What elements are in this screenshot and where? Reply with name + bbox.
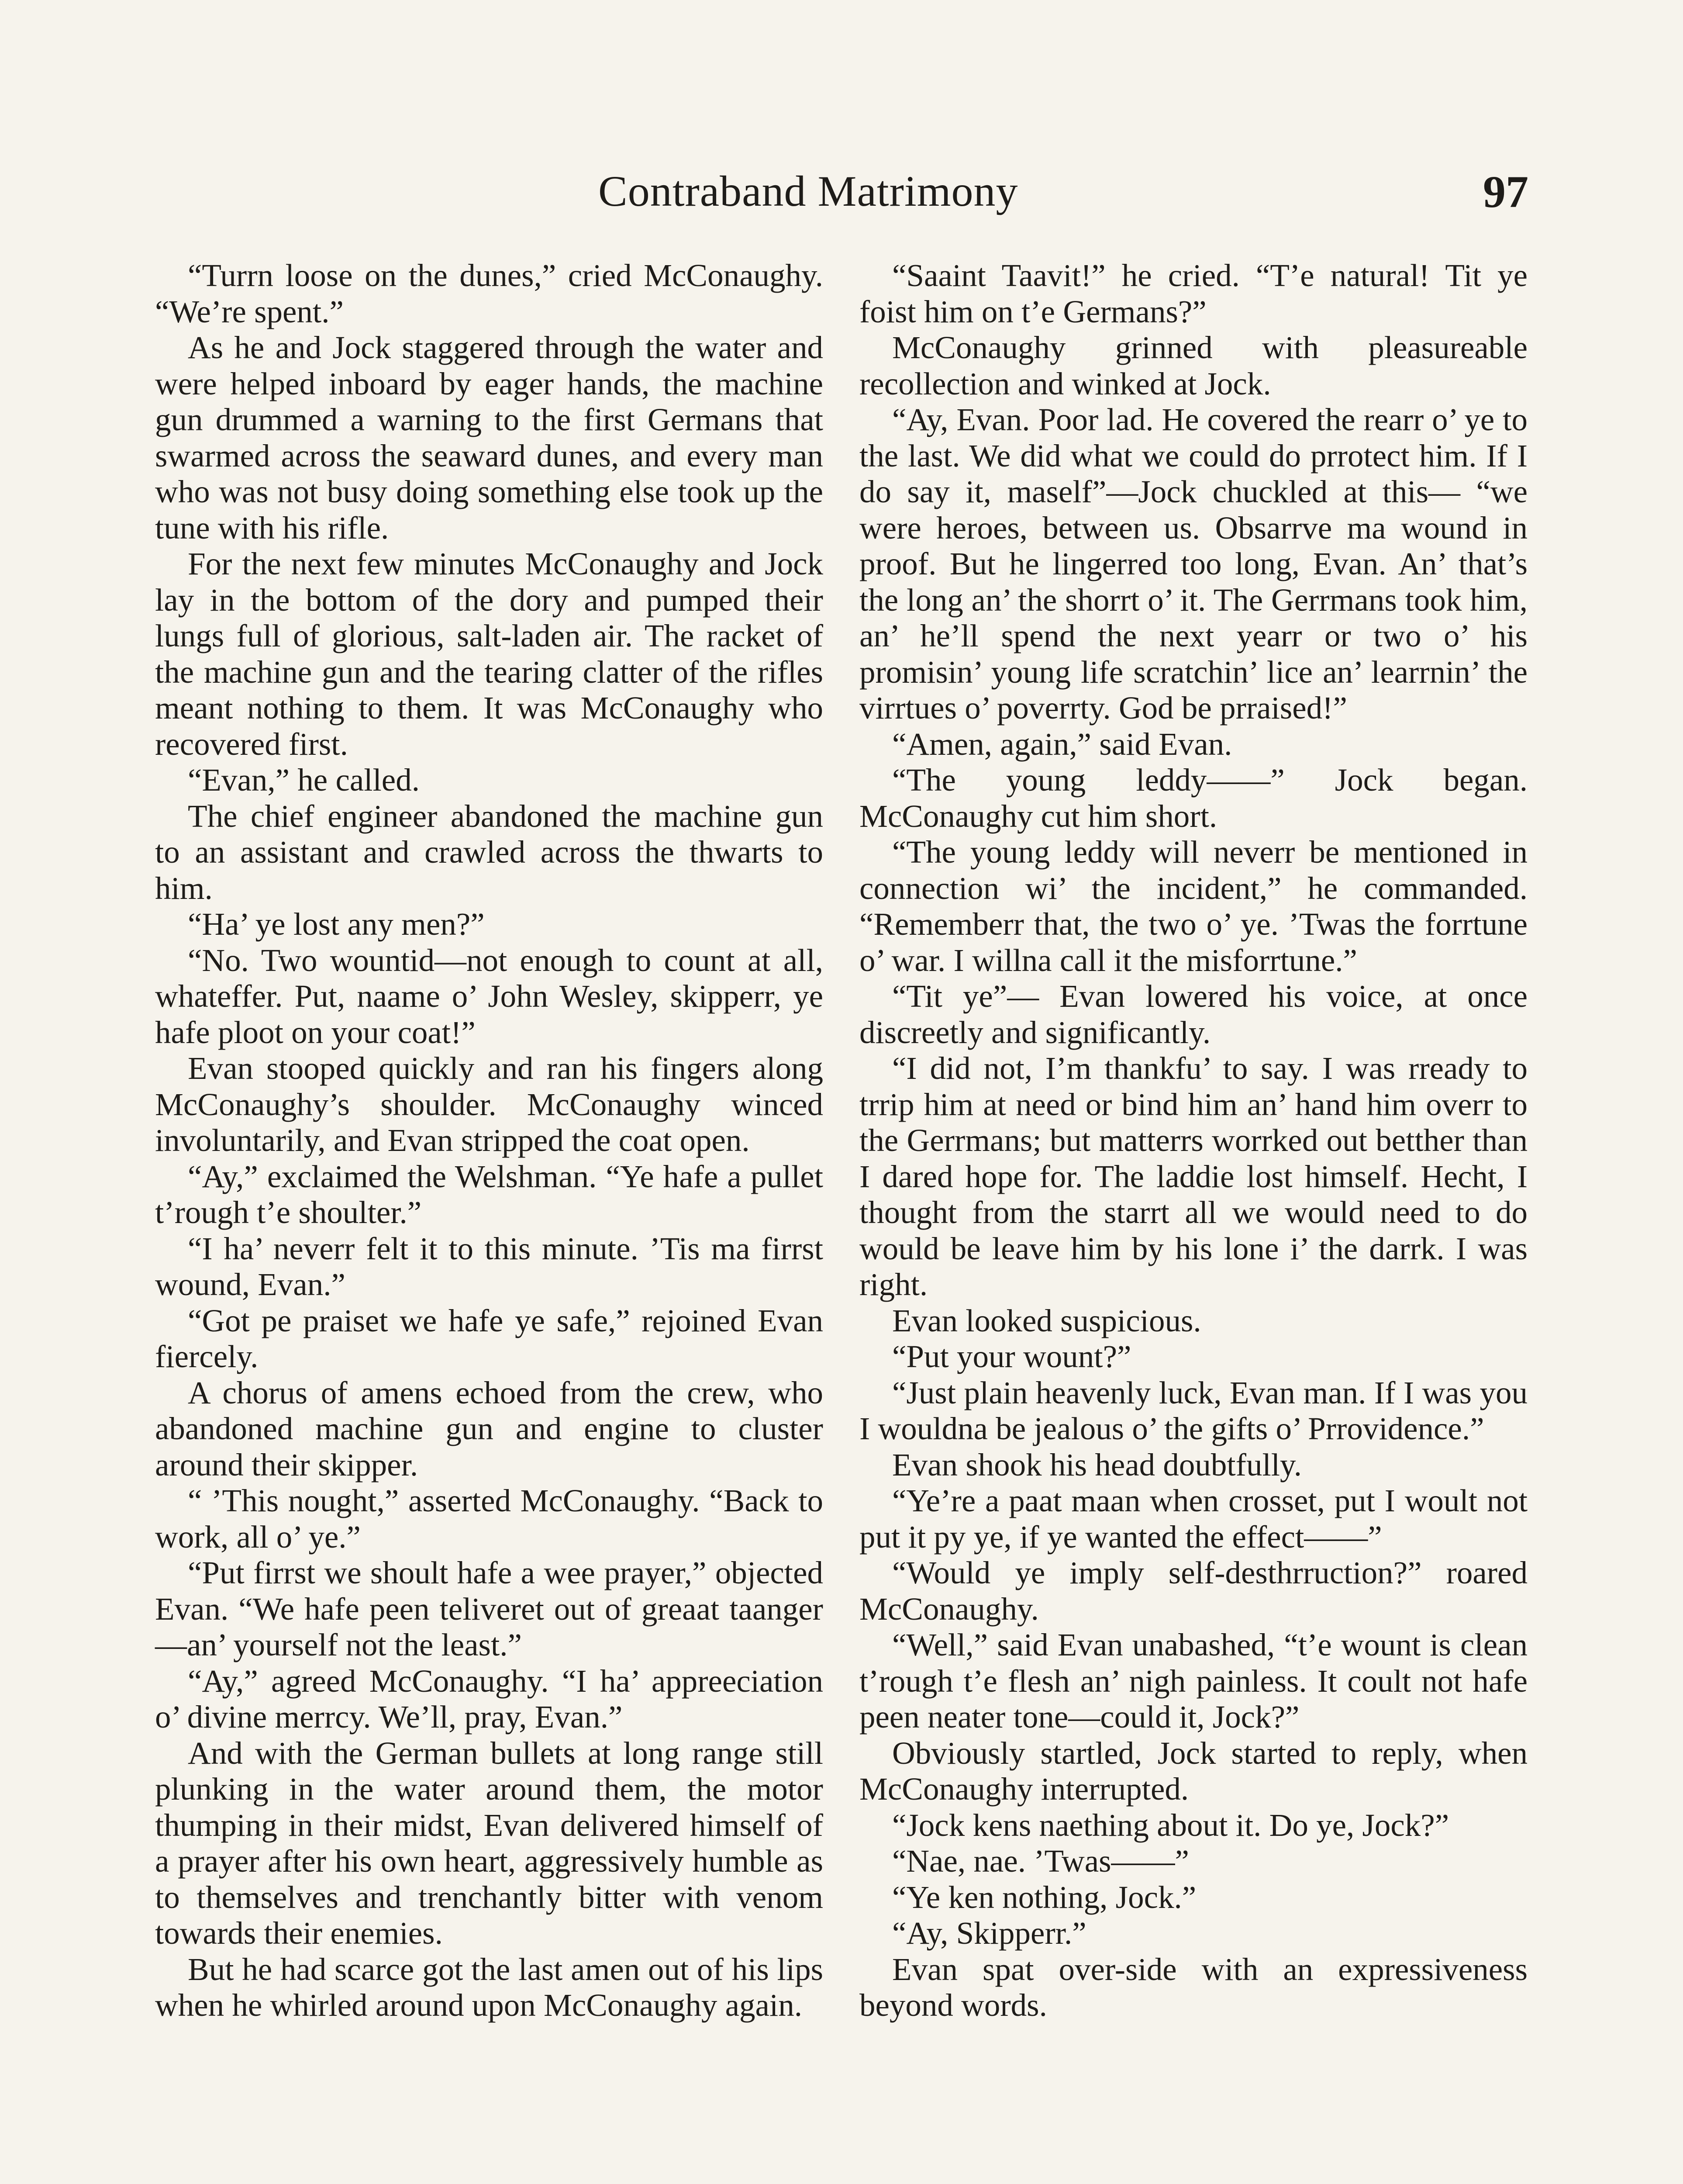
paragraph: “I ha’ neverr felt it to this minute. ’Tis ma firrst wound, Evan.” <box>155 1230 823 1302</box>
paragraph: “Put firrst we shoult hafe a wee prayer,” objected Evan. “We hafe peen teliveret out of greaat taanger—an’ yourself not the least.” <box>155 1555 823 1662</box>
paragraph: “Just plain heavenly luck, Evan man. If I was you I wouldna be jealous o’ the gifts o’ Prrovidence.” <box>859 1375 1528 1446</box>
paragraph: “Ay, Evan. Poor lad. He covered the rearr o’ ye to the last. We did what we could do prrotect him. If I do say it, maself”—Jock chuckled at this— “we were heroes, between us. Obsarrve ma wound in proof. But he lingerred too long, Evan. An’ that’s the long an’ the shorrt o’ it. The Gerrmans took him, an’ he’ll spend the next yearr or two o’ his promisin’ young life scratchin’ lice an’ learrnin’ the virrtues o’ poverrty. God be prraised!” <box>859 402 1528 726</box>
paragraph: As he and Jock staggered through the water and were helped inboard by eager hands, the machine gun drummed a warning to the first Germans that swarmed across the seaward dunes, and every man who was not busy doing something else took up the tune with his rifle. <box>155 330 823 546</box>
page-number: 97 <box>1483 167 1528 217</box>
running-title: Contraband Matrimony <box>598 167 1018 215</box>
paragraph: Evan stooped quickly and ran his fingers along McConaughy’s shoulder. McConaughy winced involuntarily, and Evan stripped the coat open. <box>155 1051 823 1158</box>
paragraph: Evan spat over-side with an expressiveness beyond words. <box>859 1951 1528 2023</box>
paragraph: “Tit ye”— Evan lowered his voice, at once discreetly and significantly. <box>859 978 1528 1050</box>
paragraph: “Ay, Skipperr.” <box>892 1915 1086 1951</box>
paragraph: Obviously startled, Jock started to reply, when McConaughy interrupted. <box>859 1735 1528 1807</box>
paragraph: “Well,” said Evan unabashed, “t’e wount is clean t’rough t’e flesh an’ nigh painless. It coult not hafe peen neater tone—could it, Jock?” <box>859 1627 1528 1735</box>
right-column <box>859 258 1528 2024</box>
paragraph: “Put your wount?” <box>892 1339 1131 1374</box>
paragraph: “Turrn loose on the dunes,” cried McConaughy. “We’re spent.” <box>155 258 823 329</box>
paragraph: McConaughy grinned with pleasureable recollection and winked at Jock. <box>859 330 1528 401</box>
paragraph: And with the German bullets at long range still plunking in the water around them, the motor thumping in their midst, Evan delivered himself of a prayer after his own heart, aggressively humble as to themselves and trenchantly bitter with venom towards their enemies. <box>155 1735 823 1951</box>
paragraph: “Ha’ ye lost any men?” <box>188 906 485 942</box>
paragraph: “Ye’re a paat maan when crosset, put I woult not put it py ye, if ye wanted the effect——” <box>859 1483 1528 1555</box>
paragraph: Evan looked suspicious. <box>892 1303 1201 1338</box>
paragraph: “Ay,” agreed McConaughy. “I ha’ appreeciation o’ divine merrcy. We’ll, pray, Evan.” <box>155 1663 823 1735</box>
paragraph: “Would ye imply self-desthrruction?” roared McConaughy. <box>859 1555 1528 1627</box>
paragraph: “Saaint Taavit!” he cried. “T’e natural! Tit ye foist him on t’e Germans?” <box>859 258 1528 329</box>
paragraph: “The young leddy——” Jock began. McConaughy cut him short. <box>859 762 1528 834</box>
paragraph: “Ye ken nothing, Jock.” <box>892 1879 1197 1915</box>
paragraph: Evan shook his head doubtfully. <box>892 1447 1302 1482</box>
paragraph: “ ’This nought,” asserted McConaughy. “Back to work, all o’ ye.” <box>155 1483 823 1555</box>
paragraph: “The young leddy will neverr be mentioned in connection wi’ the incident,” he commanded. “Rememberr that, the two o’ ye. ’Twas the forrtune o’ war. I willna call it the misforrtune.” <box>859 834 1528 978</box>
paragraph: “Nae, nae. ’Twas——” <box>892 1843 1189 1879</box>
left-column <box>155 258 823 2024</box>
paragraph: “No. Two wountid—not enough to count at all, whateffer. Put, naame o’ John Wesley, skipperr, ye hafe ploot on your coat!” <box>155 942 823 1050</box>
paragraph: “Ay,” exclaimed the Welshman. “Ye hafe a pullet t’rough t’e shoulter.” <box>155 1158 823 1230</box>
paragraph: “I did not, I’m thankfu’ to say. I was rready to trrip him at need or bind him an’ hand him overr to the Gerrmans; but matterrs worrked out betther than I dared hope for. The laddie lost himself. Hecht, I thought from the starrt all we would need to do would be leave him by his lone i’ the darrk. I was right. <box>859 1051 1528 1302</box>
paragraph: “Amen, again,” said Evan. <box>892 726 1232 762</box>
paragraph: “Evan,” he called. <box>188 762 420 798</box>
paragraph: The chief engineer abandoned the machine gun to an assistant and crawled across the thwarts to him. <box>155 798 823 906</box>
paragraph: “Got pe praiset we hafe ye safe,” rejoined Evan fiercely. <box>155 1303 823 1374</box>
running-header <box>153 157 1528 227</box>
paragraph: But he had scarce got the last amen out of his lips when he whirled around upon McConaughy again. <box>155 1951 823 2023</box>
paragraph: A chorus of amens echoed from the crew, who abandoned machine gun and engine to cluster around their skipper. <box>155 1375 823 1482</box>
paragraph: “Jock kens naething about it. Do ye, Jock?” <box>892 1807 1449 1843</box>
paragraph: For the next few minutes McConaughy and Jock lay in the bottom of the dory and pumped their lungs full of glorious, salt-laden air. The racket of the machine gun and the tearing clatter of the rifles meant nothing to them. It was McConaughy who recovered first. <box>155 546 823 762</box>
